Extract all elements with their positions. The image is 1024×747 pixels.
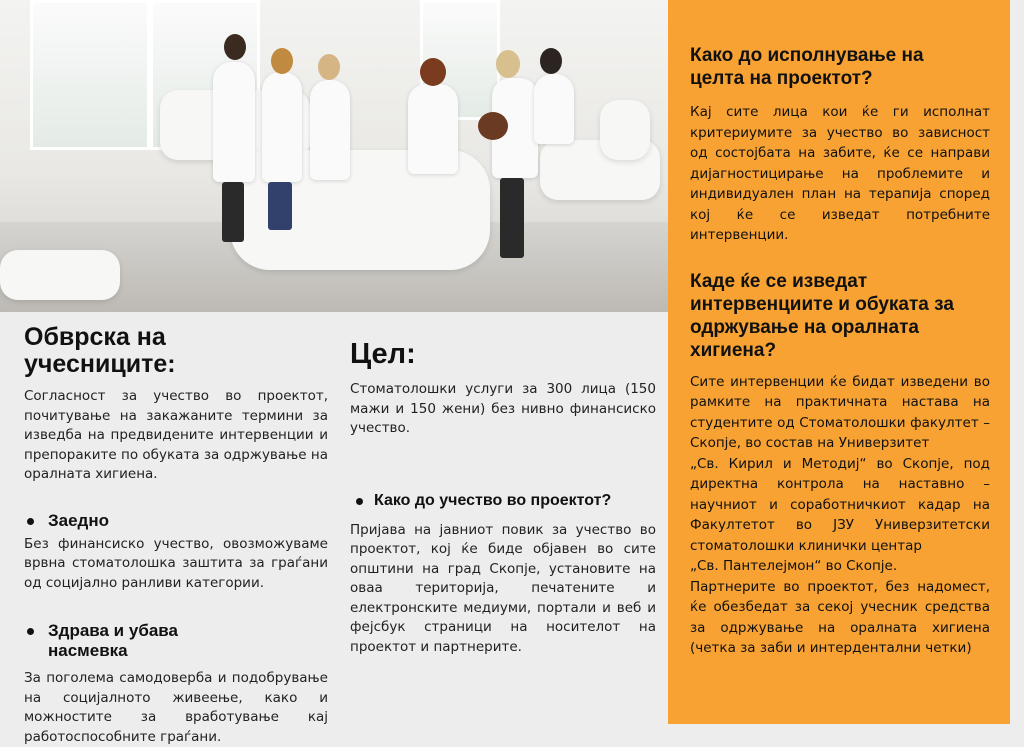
together-heading: Заедно — [24, 511, 328, 531]
orange-info-panel — [668, 0, 1010, 724]
student-head — [224, 34, 246, 60]
goal-column — [350, 338, 656, 657]
student-head — [496, 50, 520, 78]
achieve-goal-heading — [690, 44, 990, 90]
student — [310, 80, 350, 180]
obligations-heading-line2: учесниците: — [24, 350, 176, 378]
professor-head — [420, 58, 446, 86]
where-heading — [690, 270, 990, 362]
healthy-smile-text: За поголема самодоверба и подобрување на социјалното живеење, како и можностите за вработување кај работоспособните граѓани. — [24, 670, 328, 745]
student-legs — [222, 182, 244, 242]
where-heading-line1: Каде ќе се изведат — [690, 270, 868, 292]
student — [262, 72, 302, 182]
student — [213, 62, 255, 182]
student — [534, 74, 574, 144]
where-heading-line2: интервенциите и обуката за — [690, 293, 954, 315]
goal-text: Стоматолошки услуги за 300 лица (150 мажи и 150 жени) без нивно финансиско учество. — [350, 381, 656, 436]
where-section — [690, 270, 990, 659]
how-to-participate-heading: Како до учество во проектот? — [350, 491, 656, 511]
patient-head — [478, 112, 508, 140]
where-heading-line3: одржување на оралната — [690, 316, 919, 338]
where-text-b: „Св. Кирил и Методиј“ во Скопје, под директна контрола на наставно – научниот и соработничкиот кадар на Факултетот во ЈЗУ Универзитетски стоматолошки клинички центар — [690, 455, 990, 554]
student-head — [318, 54, 340, 80]
dental-chair — [0, 250, 120, 300]
dental-clinic-photo — [0, 0, 668, 312]
student-head — [540, 48, 562, 74]
where-text-c: „Св. Пантелејмон“ во Скопје. — [690, 558, 898, 574]
window — [30, 0, 150, 150]
achieve-goal-heading-line1: Како до исполнување на — [690, 45, 924, 66]
healthy-smile-heading-line2: насмевка — [48, 641, 128, 660]
obligations-text: Согласност за учество во проектот, почитување на закажаните термини за изведба на предвидените интервенции и препораките по обуката за одржување на оралната хигиена. — [24, 388, 328, 482]
student-head — [271, 48, 293, 74]
where-text-d: Партнерите во проектот, без надомест, ќе обезбедат за секој учесник средства за одржување на оралната хигиена (четка за заби и интердентални четки) — [690, 578, 990, 656]
healthy-smile-heading — [24, 621, 328, 661]
obligations-heading — [24, 324, 328, 378]
how-to-participate-text: Пријава на јавниот повик за учество во проектот, кој ќе биде објавен во сите општини на град Скопје, установите на оваа територија, печатените и електронските медиуми, портали и веб и фејсбук страници на носителот на проектот и партнерите. — [350, 521, 656, 655]
together-text: Без финансиско учество, овозможуваме врвна стоматолошка заштита за граѓани од социјално ранливи категории. — [24, 535, 328, 591]
goal-heading: Цел: — [350, 338, 416, 370]
professor — [408, 84, 458, 174]
student-legs — [500, 178, 524, 258]
where-heading-line4: хигиена? — [690, 339, 777, 361]
participants-obligations-column — [24, 324, 328, 747]
where-text-a: Сите интервенции ќе бидат изведени во рамките на практичната настава на студентите од Стоматолошки факултет – Скопје, во состав на Универзитет — [690, 373, 990, 451]
achieve-goal-text: Кај сите лица кои ќе ги исполнат критериумите за учество во зависност од состојбата на забите, ќе се направи дијагностицирање на проблемите и индивидуален план на терапија според кој ќе се изведат потребните интервенции. — [690, 104, 990, 243]
dental-light — [600, 100, 650, 160]
obligations-heading-line1: Обврска на — [24, 323, 166, 351]
healthy-smile-heading-line1: Здрава и убава — [48, 621, 178, 640]
student-legs — [268, 182, 292, 230]
achieve-goal-heading-line2: целта на проектот? — [690, 68, 873, 89]
